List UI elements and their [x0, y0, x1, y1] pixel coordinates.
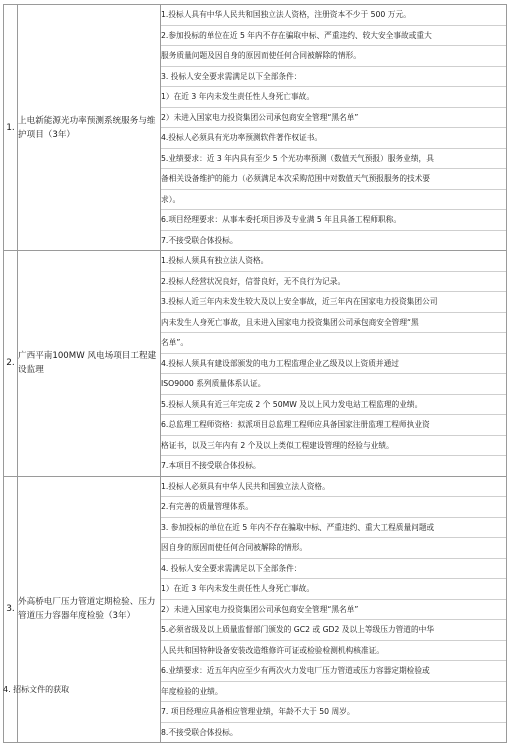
requirement-line: 7.不接受联合体投标。 — [161, 230, 506, 251]
requirement-line: 人民共和国特种设备安装改造维修许可证或检验检测机构核准证。 — [161, 640, 506, 661]
requirement-line: 格证书，以及三年内有 2 个及以上类似工程建设管理的经验与业绩。 — [161, 435, 506, 456]
requirement-line: 5.业绩要求：近 3 年内具有至少 5 个光功率预测（数值天气预报）服务业绩，具 — [161, 148, 506, 169]
project-name: 上电新能源光功率预测系统服务与维护项目（3年） — [18, 5, 161, 251]
requirement-line: 2.有完善的质量管理体系。 — [161, 496, 506, 517]
requirement-line: 7. 项目经理应具备相应管理业绩，年龄不大于 50 周岁。 — [161, 701, 506, 722]
requirement-line: 4. 投标人安全要求需满足以下全部条件： — [161, 558, 506, 579]
requirement-line: ISO9000 系列质量体系认证。 — [161, 373, 506, 394]
project-name: 外高桥电厂压力管道定期检验、压力管道压力容器年度检验（3年） — [18, 476, 161, 743]
requirement-line: 7.本项目不接受联合体投标。 — [161, 455, 506, 476]
requirement-line: 2）未进入国家电力投资集团公司承包商安全管理“黑名单” — [161, 107, 506, 128]
requirement-line: 服务质量问题及因自身的原因而使任何合同被解除的情形。 — [161, 45, 506, 66]
requirement-line: 4.投标人须具有建设部颁发的电力工程监理企业乙级及以上资质并通过 — [161, 353, 506, 374]
requirements-table — [3, 4, 507, 743]
row-number: 2. — [4, 251, 18, 477]
table-row — [4, 5, 507, 251]
requirement-line: 1）在近 3 年内未发生责任性人身死亡事故。 — [161, 578, 506, 599]
requirements-cell — [161, 251, 507, 477]
requirement-line: 8.不接受联合体投标。 — [161, 722, 506, 743]
requirement-line: 1.投标人须具有独立法人资格。 — [161, 256, 269, 265]
requirement-line: 年度检验的业绩。 — [161, 681, 506, 702]
row-number: 1. — [4, 5, 18, 251]
requirement-line: 2）未进入国家电力投资集团公司承包商安全管理“黑名单” — [161, 599, 506, 620]
requirement-line: 2.参加投标的单位在近 5 年内不存在骗取中标、严重违约、较大安全事故或重大 — [161, 25, 506, 46]
project-name: 广西平南100MW 风电场项目工程建设监理 — [18, 251, 161, 477]
section-heading-partial: 4. 招标文件的获取 — [3, 685, 70, 694]
requirement-line: 4.投标人必须具有光功率预测软件著作权证书。 — [161, 127, 506, 148]
requirement-line: 内未发生人身死亡事故，且未进入国家电力投资集团公司承包商安全管理“黑 — [161, 312, 506, 333]
requirement-line: 2.投标人经营状况良好，信誉良好，无不良行为记录。 — [161, 271, 506, 292]
requirement-line: 6.业绩要求：近五年内应至少有两次火力发电厂压力管道或压力容器定期检验或 — [161, 660, 506, 681]
requirement-line: 5.必须省级及以上质量监督部门颁发的 GC2 或 GD2 及以上等级压力管道的中华 — [161, 619, 506, 640]
requirement-line: 3. 参加投标的单位在近 5 年内不存在骗取中标、严重违约、重大工程质量问题或 — [161, 517, 506, 538]
requirements-cell — [161, 5, 507, 251]
requirement-line: 1.投标人必须具有中华人民共和国独立法人资格。 — [161, 481, 330, 491]
requirement-line: 求）。 — [161, 189, 506, 210]
requirement-line: 名单”。 — [161, 332, 506, 353]
row-number: 3. — [4, 476, 18, 743]
requirement-line: 3. 投标人安全要求需满足以下全部条件： — [161, 66, 506, 87]
requirement-line: 6.总监理工程师资格：拟派项目总监理工程师应具备国家注册监理工程师执业资 — [161, 414, 506, 435]
requirement-line: 备相关设备维护的能力（必须满足本次采购范围中对数值天气预报服务的技术要 — [161, 168, 506, 189]
table-row — [4, 476, 507, 743]
requirement-line: 6.项目经理要求：从事本委托项目涉及专业满 5 年且具备工程师职称。 — [161, 209, 506, 230]
requirement-line: 因自身的原因而使任何合同被解除的情形。 — [161, 537, 506, 558]
requirement-line: 1.投标人具有中华人民共和国独立法人资格，注册资本不少于 500 万元。 — [161, 10, 411, 19]
requirements-cell — [161, 476, 507, 743]
requirement-line: 3.投标人近三年内未发生较大及以上安全事故，近三年内在国家电力投资集团公司 — [161, 291, 506, 312]
requirement-line: 5.投标人须具有近三年完成 2 个 50MW 及以上风力发电站工程监理的业绩。 — [161, 394, 506, 415]
table-row — [4, 251, 507, 477]
requirement-line: 1）在近 3 年内未发生责任性人身死亡事故。 — [161, 86, 506, 107]
